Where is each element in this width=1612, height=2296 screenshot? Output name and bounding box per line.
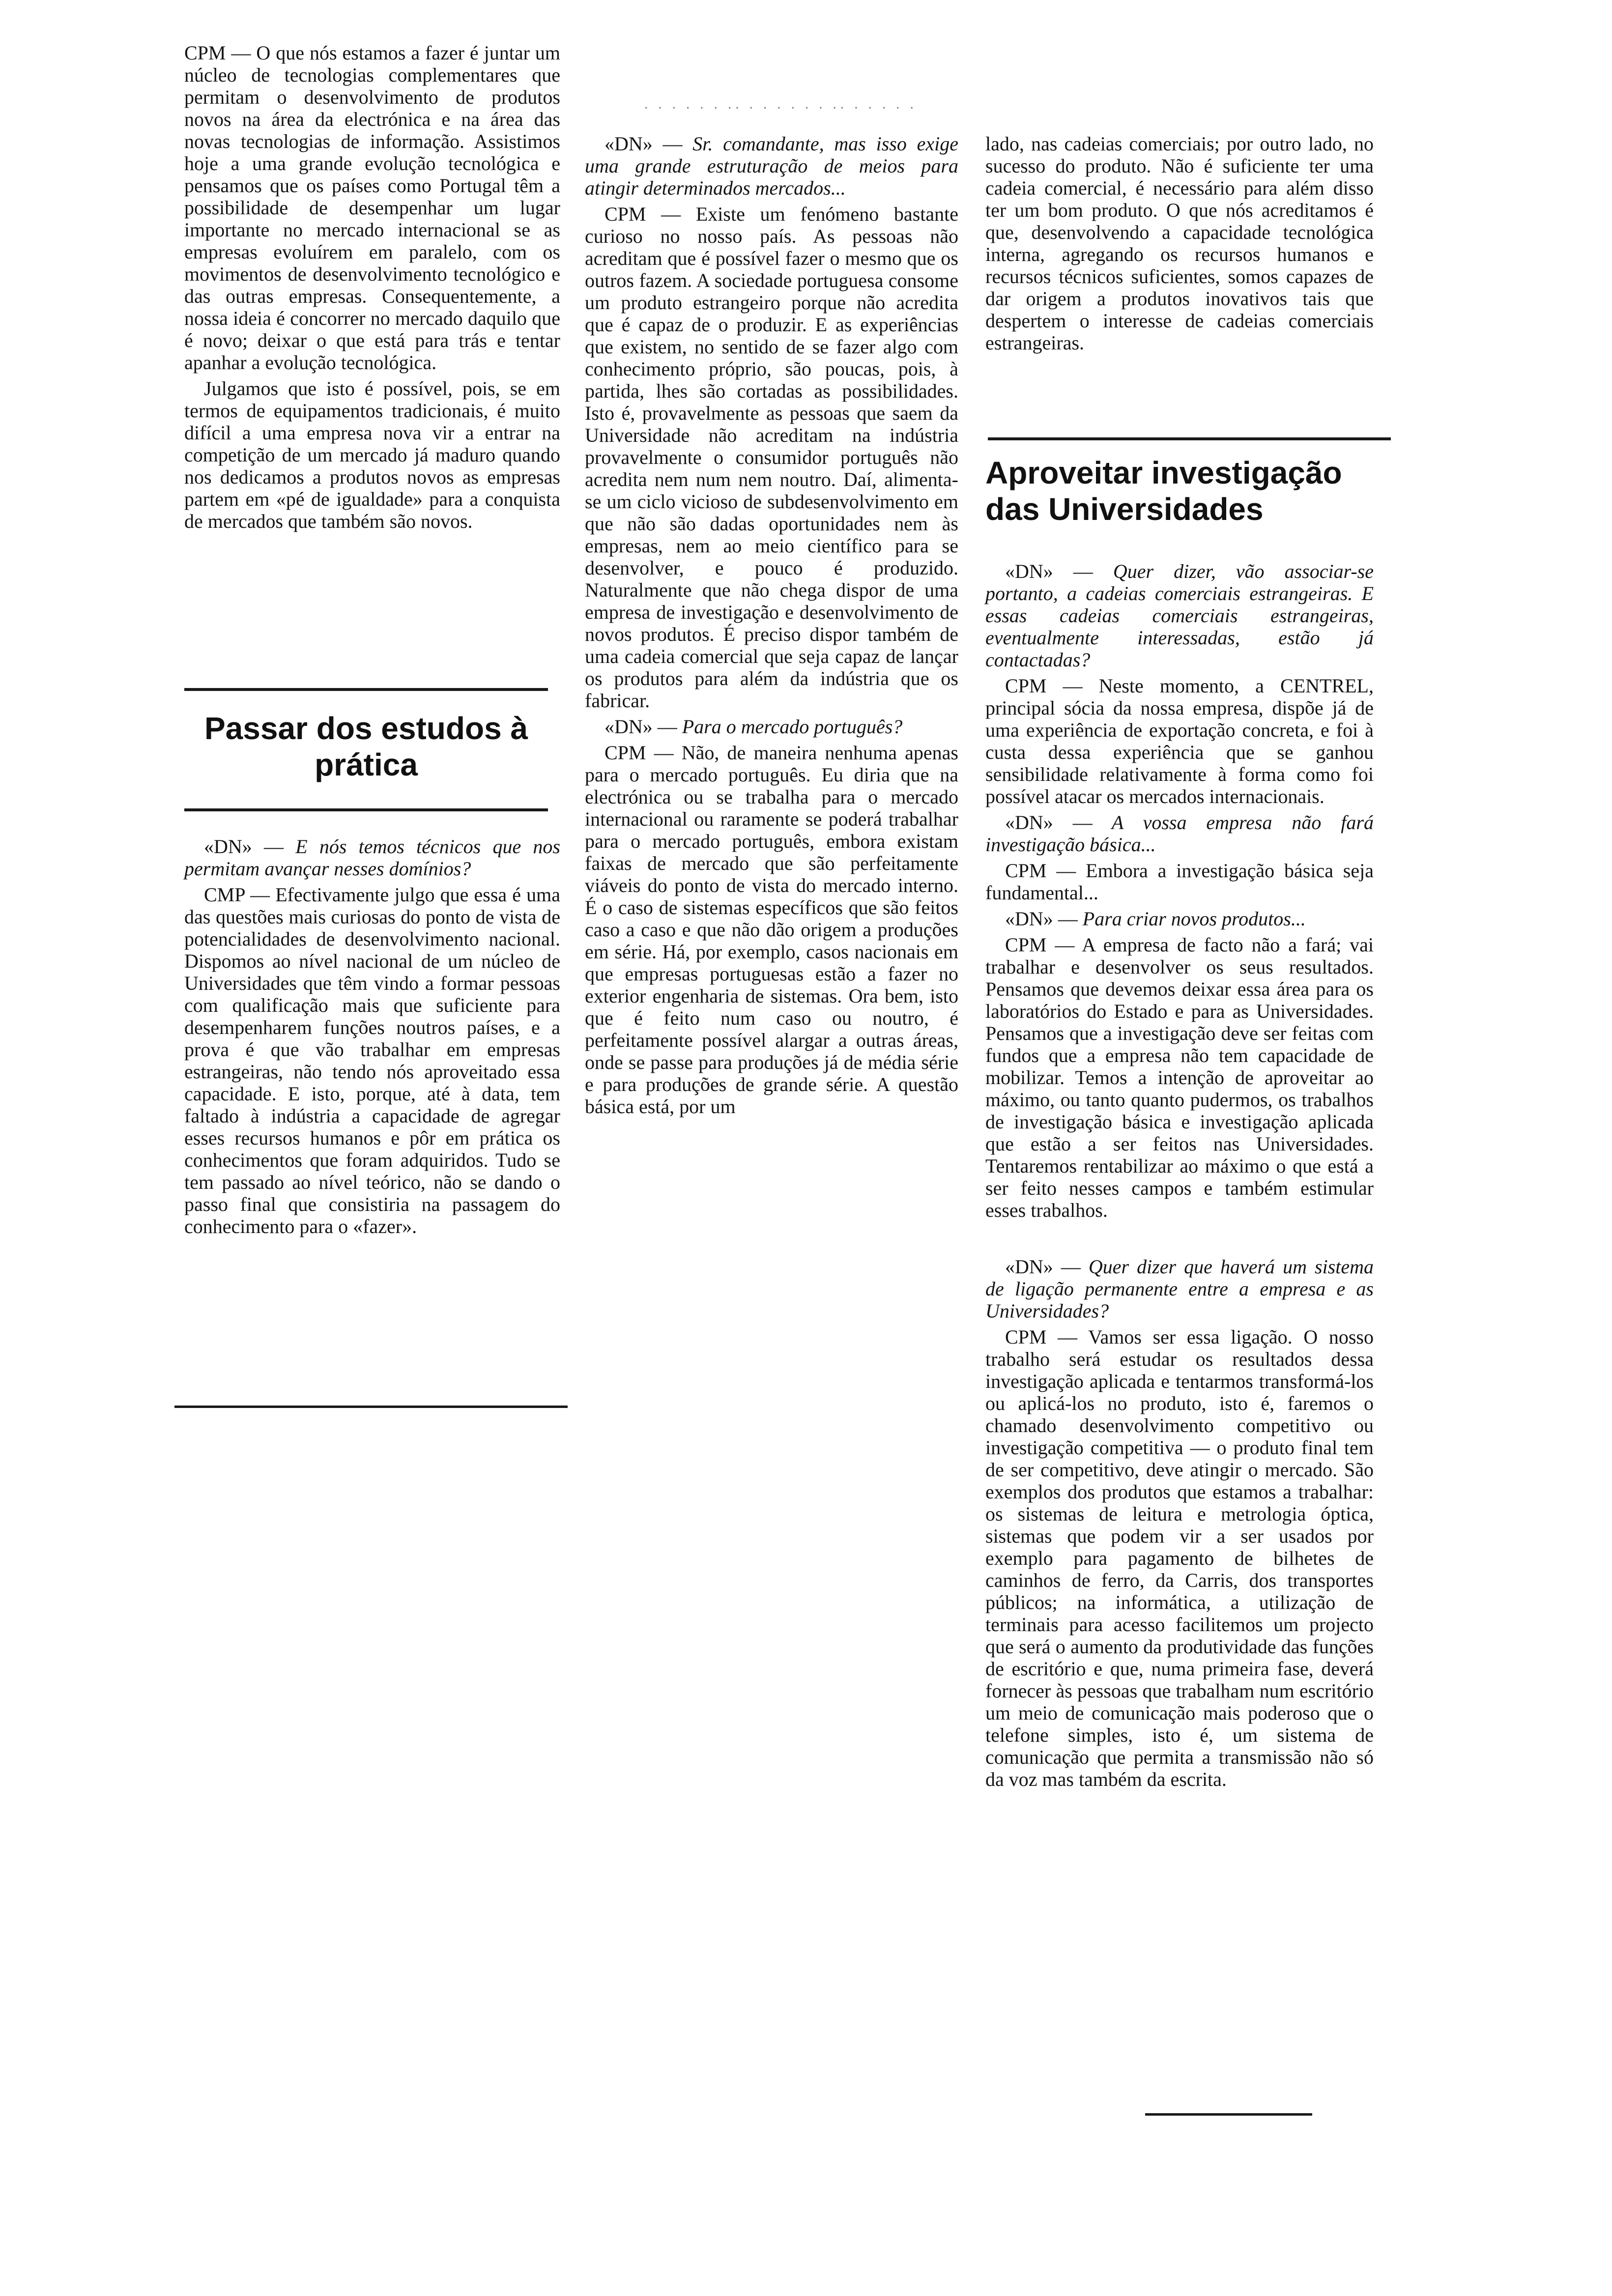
question-text: Sr. comandante, mas isso exige uma grande estruturação de meios para atingir determinados mercados... [585,133,958,199]
interviewer-question [985,560,1374,671]
interviewer-question [985,1256,1374,1322]
end-rule [1145,2113,1312,2116]
interviewer-question [585,716,958,738]
question-text: E nós temos técnicos que nos permitam avançar nesses domínios? [184,835,560,880]
question-text: Quer dizer, vão associar-se portanto, a cadeias comerciais estrangeiras. E essas cadeias comerciais estrangeiras, eventualmente interessadas, estão já contactadas? [985,560,1374,671]
section-rule [184,688,548,691]
article-paragraph: CPM — Vamos ser essa ligação. O nosso trabalho será estudar os resultados dessa investigação aplicada e tentarmos transformá-los ou aplicá-los no produto, isto é, faremos o chamado desenvolvimento competitivo ou investigação competitiva — o produto final tem de ser competitivo, deve atingir o mercado. São exemplos dos produtos que estamos a trabalhar: os sistemas de leitura e metrologia óptica, sistemas que podem vir a ser usados por exemplo para pagamento de bilhetes de caminhos de ferro, da Carris, dos transportes públicos; na informática, a utilização de terminais para acesso facilitemos um projecto que será o aumento da produtividade das funções de escritório e que, numa primeira fase, deverá fornecer às pessoas que trabalham num escritório um meio de comunicação mais poderoso que o telefone simples, isto é, um sistema de comunicação que permita a transmissão não só da voz mas também da escrita. [985,1326,1374,1790]
article-paragraph: CPM — A empresa de facto não a fará; vai trabalhar e desenvolver os seus resultados. Pensamos que devemos deixar essa área para os laboratórios do Estado e para as Universidades. Pensamos que a investigação deve ser feitas com fundos que a empresa não tem capacidade de mobilizar. Temos a intenção de aproveitar ao máximo, ou tanto quanto pudermos, os trabalhos de investigação básica e investigação aplicada que estão a ser feitos nas Universidades. Tentaremos rentabilizar ao máximo o que está a ser feito nesses campos e também estimular esses trabalhos. [985,934,1374,1221]
section-rule [988,437,1391,440]
question-text: A vossa empresa não fará investigação básica... [985,811,1374,856]
scan-noise: · · · · · · ·· · · · · · · ·· · · · · · [644,101,917,116]
article-paragraph: CMP — Efectivamente julgo que essa é uma das questões mais curiosas do ponto de vista de potencialidades de desenvolvimento nacional. Dispomos ao nível nacional de um núcleo de Universidades que têm vindo a formar pessoas com qualificação mais que suficiente para desempenharem funções noutros países, e a prova é que vão trabalhar em empresas estrangeiras, não tendo nós aproveitado essa capacidade. E isto, porque, até à data, tem faltado à indústria a capacidade de agregar esses recursos humanos e pôr em prática os conhecimentos que foram adquiridos. Tudo se tem passado ao nível teórico, não se dando o passo final que consistiria na passagem do conhecimento para o «fazer». [184,884,560,1237]
interviewer-tag: «DN» — [1005,811,1093,833]
interviewer-tag: «DN» — [204,835,284,858]
question-text: Quer dizer que haverá um sistema de ligação permanente entre a empresa e as Universidades? [985,1256,1374,1322]
question-text: Para criar novos produtos... [1077,908,1306,930]
column-2 [585,133,958,1121]
column-1-continued [184,835,560,1241]
column-3 [985,133,1374,358]
question-text: Para o mercado português? [677,716,903,738]
article-paragraph: CPM — Embora a investigação básica seja fundamental... [985,860,1374,904]
interviewer-tag: «DN» — [1005,908,1078,930]
interviewer-question [585,133,958,199]
article-paragraph: CPM — Existe um fenómeno bastante curioso no nosso país. As pessoas não acreditam que é possível fazer o mesmo que os outros fazem. A sociedade portuguesa consome um produto estrangeiro porque não acredita que é capaz de o produzir. E as experiências que existem, no sentido de se fazer algo com conhecimento próprio, são poucas, pois, à partida, lhes são cortadas as possibilidades. Isto é, provavelmente as pessoas que saem da Universidade não acreditam na indústria provavelmente o consumidor português não acredita nem num nem noutro. Daí, alimenta-se um ciclo vicioso de subdesenvolvimento em que não são dadas oportunidades nem às empresas, nem ao meio científico para se desenvolver, e pouco é produzido. Naturalmente que não chega dispor de uma empresa de investigação e desenvolvimento de novos produtos. É preciso dispor também de uma cadeia comercial que seja capaz de lançar os produtos para além da indústria que os fabricar. [585,203,958,712]
interviewer-tag: «DN» — [604,716,677,738]
section-heading: Aproveitar investigação das Universidades [985,455,1342,527]
interviewer-tag: «DN» — [1005,1256,1081,1278]
interviewer-tag: «DN» — [1005,560,1093,582]
column-3-continued [985,560,1374,1794]
article-paragraph: CPM — Não, de maneira nenhuma apenas para o mercado português. Eu diria que na electrónica ou se trabalha para o mercado internacional ou raramente se poderá trabalhar para o mercado português, embora existam faixas de mercado que são perfeitamente viáveis do ponto de vista do mercado interno. É o caso de sistemas específicos que são feitos caso a caso e que não dão origem a produções em série. Há, por exemplo, casos nacionais em que empresas portuguesas estão a fazer no exterior engenharia de sistemas. Ora bem, isto que é feito num caso ou noutro, é perfeitamente possível alargar a outras áreas, onde se passe para produções já de média série e para produções de grande série. A questão básica está, por um [585,742,958,1118]
interviewer-question [184,835,560,880]
article-paragraph: CPM — O que nós estamos a fazer é juntar um núcleo de tecnologias complementares que permitam o desenvolvimento de produtos novos na área da electrónica e na área das novas tecnologias de informação. Assistimos hoje a uma grande evolução tecnológica e pensamos que os países como Portugal têm a possibilidade de desempenhar um lugar importante no mercado internacional se as empresas evoluírem em paralelo, com os movimentos de desenvolvimento tecnológico e das outras empresas. Consequentemente, a nossa ideia é concorrer no mercado daquilo que é novo; deixar o que está para trás e tentar apanhar a evolução tecnológica. [184,42,560,373]
section-heading: Passar dos estudos à prática [204,711,528,782]
article-paragraph: Julgamos que isto é possível, pois, se em termos de equipamentos tradicionais, é muito difícil a uma empresa nova vir a entrar na competição de um mercado já maduro quando nos dedicamos a produtos novos as empresas partem em «pé de igualdade» para a conquista de mercados que também são novos. [184,377,560,532]
bottom-rule [174,1406,568,1408]
column-1 [184,42,560,536]
interviewer-question [985,908,1374,930]
article-paragraph: CPM — Neste momento, a CENTREL, principal sócia da nossa empresa, dispõe já de uma experiência de exportação concreta, e foi à custa dessa experiência que se ganhou sensibilidade relativamente à forma como foi possível atacar os mercados internacionais. [985,675,1374,807]
article-paragraph: lado, nas cadeias comerciais; por outro lado, no sucesso do produto. Não é suficiente ter uma cadeia comercial, é necessário para além disso ter um bom produto. O que nós acreditamos é que, desenvolvendo a capacidade tecnológica interna, agregando os recursos humanos e recursos técnicos suficientes, somos capazes de dar origem a produtos inovativos tais que despertem o interesse de cadeias comerciais estrangeiras. [985,133,1374,354]
interviewer-question [985,811,1374,856]
section-rule [184,808,548,811]
interviewer-tag: «DN» — [604,133,683,155]
